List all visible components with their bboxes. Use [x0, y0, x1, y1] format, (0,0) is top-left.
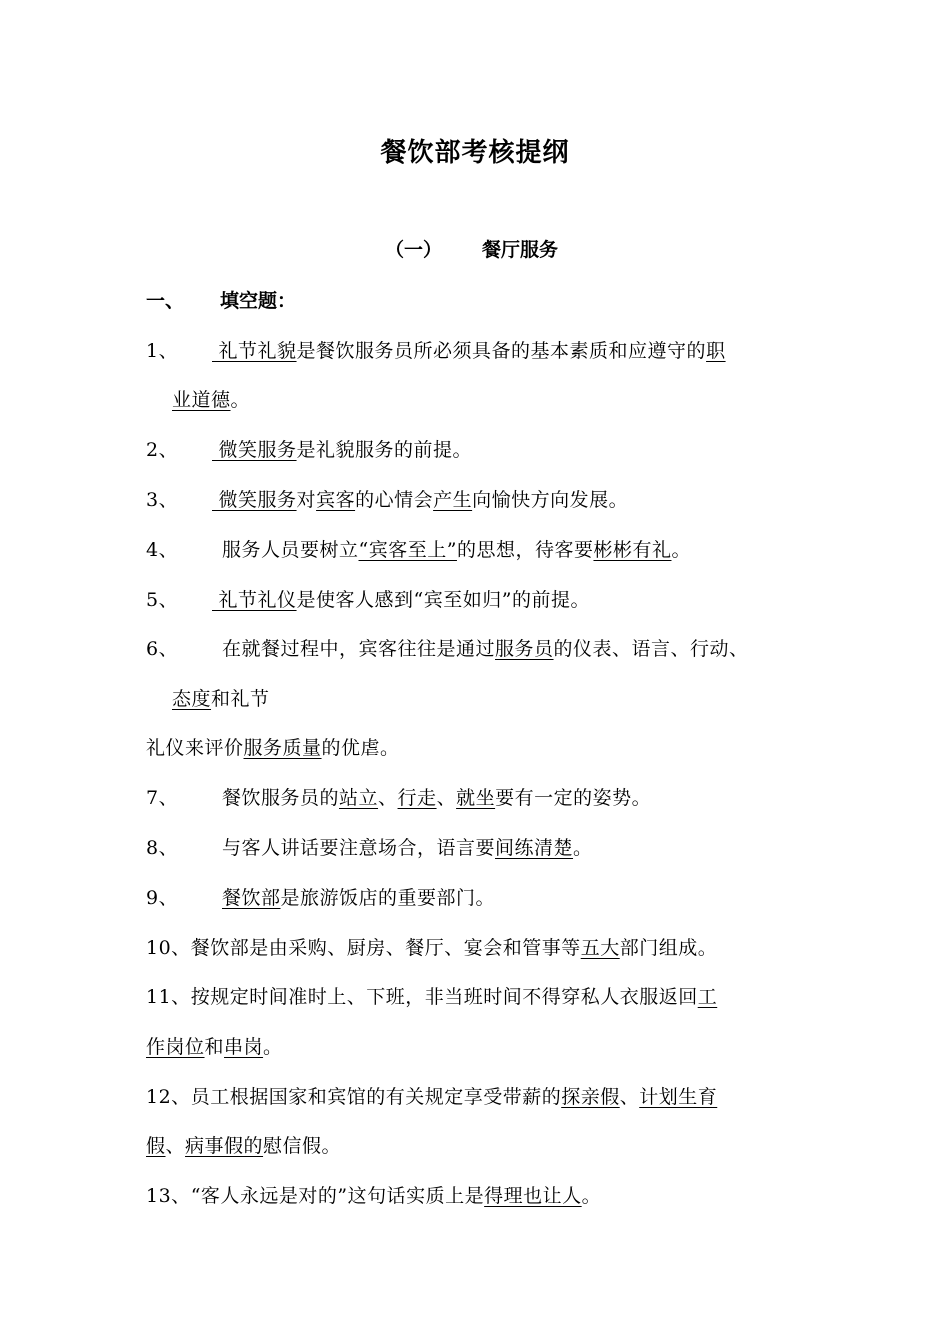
item-number: 10、: [146, 937, 191, 959]
list-item-continuation: [172, 683, 270, 715]
list-item: [146, 882, 495, 914]
item-text: 服务人员要树立: [222, 539, 359, 561]
item-text: 是旅游饭店的重要部门。: [280, 887, 496, 909]
item-number: 2、: [146, 439, 179, 461]
item-text: 、: [619, 1086, 640, 1108]
list-item-continuation: [172, 384, 250, 416]
blank-answer: 假: [146, 1135, 166, 1157]
list-item-continuation: [146, 732, 400, 764]
item-number: 1、: [146, 340, 179, 362]
subtitle: [385, 234, 558, 266]
blank-answer: 业道德: [172, 389, 231, 411]
list-item: [146, 484, 628, 516]
list-item: [146, 782, 651, 814]
item-text: 与客人讲话要注意场合，语言要: [222, 837, 496, 859]
list-item: [146, 1081, 717, 1113]
item-text: 是餐饮服务员所必须具备的基本素质和应遵守的: [296, 340, 707, 362]
list-item-continuation: [146, 1130, 341, 1162]
item-number: 3、: [146, 489, 179, 511]
list-item: [146, 335, 726, 367]
item-text: 。: [230, 389, 251, 411]
item-text: 餐饮服务员的: [222, 787, 340, 809]
item-text: 和: [204, 1036, 225, 1058]
item-text: 。: [581, 1185, 602, 1207]
blank-answer: 探亲假: [561, 1086, 620, 1108]
list-item: [146, 932, 717, 964]
subtitle-number: （一）: [385, 239, 443, 261]
blank-answer: 病事假的: [185, 1135, 264, 1157]
blank-answer: 礼节礼貌: [212, 340, 297, 362]
blank-answer: 就坐: [456, 787, 496, 809]
blank-answer: 职: [706, 340, 726, 362]
blank-answer: 站立: [339, 787, 379, 809]
item-text: 员工根据国家和宾馆的有关规定享受带薪的: [190, 1086, 562, 1108]
blank-answer: “宾客至上”: [358, 539, 457, 561]
list-item-continuation: [146, 1031, 283, 1063]
subtitle-text: 餐厅服务: [482, 239, 559, 261]
item-text: 的仪表、语言、行动、: [553, 638, 749, 660]
item-number: 12、: [146, 1086, 191, 1108]
item-text: 礼仪来评价: [146, 737, 244, 759]
item-number: 7、: [146, 787, 179, 809]
item-number: 11、: [146, 986, 191, 1008]
item-text: 是使客人感到“宾至如归”的前提。: [296, 589, 590, 611]
list-item: [146, 1180, 601, 1212]
blank-answer: 产生: [433, 489, 473, 511]
item-number: 9、: [146, 887, 179, 909]
item-number: 4、: [146, 539, 179, 561]
blank-answer: 行走: [397, 787, 437, 809]
item-text: 的思想，待客要: [456, 539, 594, 561]
item-number: 5、: [146, 589, 179, 611]
blank-answer: 作岗位: [146, 1036, 205, 1058]
blank-answer: 餐饮部: [222, 887, 281, 909]
item-text: 是礼貌服务的前提。: [296, 439, 473, 461]
blank-answer: 服务质量: [243, 737, 322, 759]
blank-answer: 彬彬有礼: [593, 539, 672, 561]
blank-answer: 工: [697, 986, 718, 1008]
item-text: 向愉快方向发展。: [472, 489, 629, 511]
blank-answer: 微笑服务: [212, 439, 297, 461]
item-text: 的优虐。: [321, 737, 400, 759]
blank-answer: 五大: [580, 937, 620, 959]
section-text: 填空题：: [220, 290, 297, 312]
blank-answer: 礼节礼仪: [212, 589, 297, 611]
item-text: 。: [671, 539, 691, 561]
item-number: 8、: [146, 837, 179, 859]
item-number: 13、: [146, 1185, 191, 1207]
list-item: [146, 633, 749, 665]
section-heading: [146, 285, 296, 317]
item-text: 餐饮部是由采购、厨房、餐厅、宴会和管事等: [190, 937, 581, 959]
item-text: 、: [165, 1135, 186, 1157]
item-text: “客人永远是对的”这句话实质上是: [190, 1185, 485, 1207]
blank-answer: 间练清楚: [495, 837, 574, 859]
list-item: [146, 534, 691, 566]
item-text: 、: [436, 787, 457, 809]
item-text: 按规定时间准时上、下班，非当班时间不得穿私人衣服返回: [190, 986, 698, 1008]
item-number: 6、: [146, 638, 179, 660]
blank-answer: 服务员: [495, 638, 554, 660]
item-text: 在就餐过程中，宾客往往是通过: [222, 638, 496, 660]
blank-answer: 得理也让人: [484, 1185, 582, 1207]
item-text: 。: [263, 1036, 283, 1058]
blank-answer: 串岗: [224, 1036, 264, 1058]
item-text: 慰信假。: [263, 1135, 342, 1157]
list-item: [146, 584, 590, 616]
section-number: 一、: [146, 290, 185, 312]
document-title: 餐饮部考核提纲: [380, 138, 570, 168]
item-text: 对: [296, 489, 317, 511]
item-text: 。: [573, 837, 593, 859]
item-text: 和礼节: [211, 688, 270, 710]
blank-answer: 宾客: [316, 489, 356, 511]
list-item: [146, 981, 717, 1013]
blank-answer: 计划生育: [639, 1086, 718, 1108]
list-item: [146, 832, 593, 864]
blank-answer: 微笑服务: [212, 489, 297, 511]
item-text: 部门组成。: [619, 937, 718, 959]
item-text: 、: [378, 787, 398, 809]
blank-answer: 态度: [172, 688, 212, 710]
item-text: 的心情会: [355, 489, 434, 511]
item-text: 要有一定的姿势。: [495, 787, 652, 809]
list-item: [146, 434, 472, 466]
